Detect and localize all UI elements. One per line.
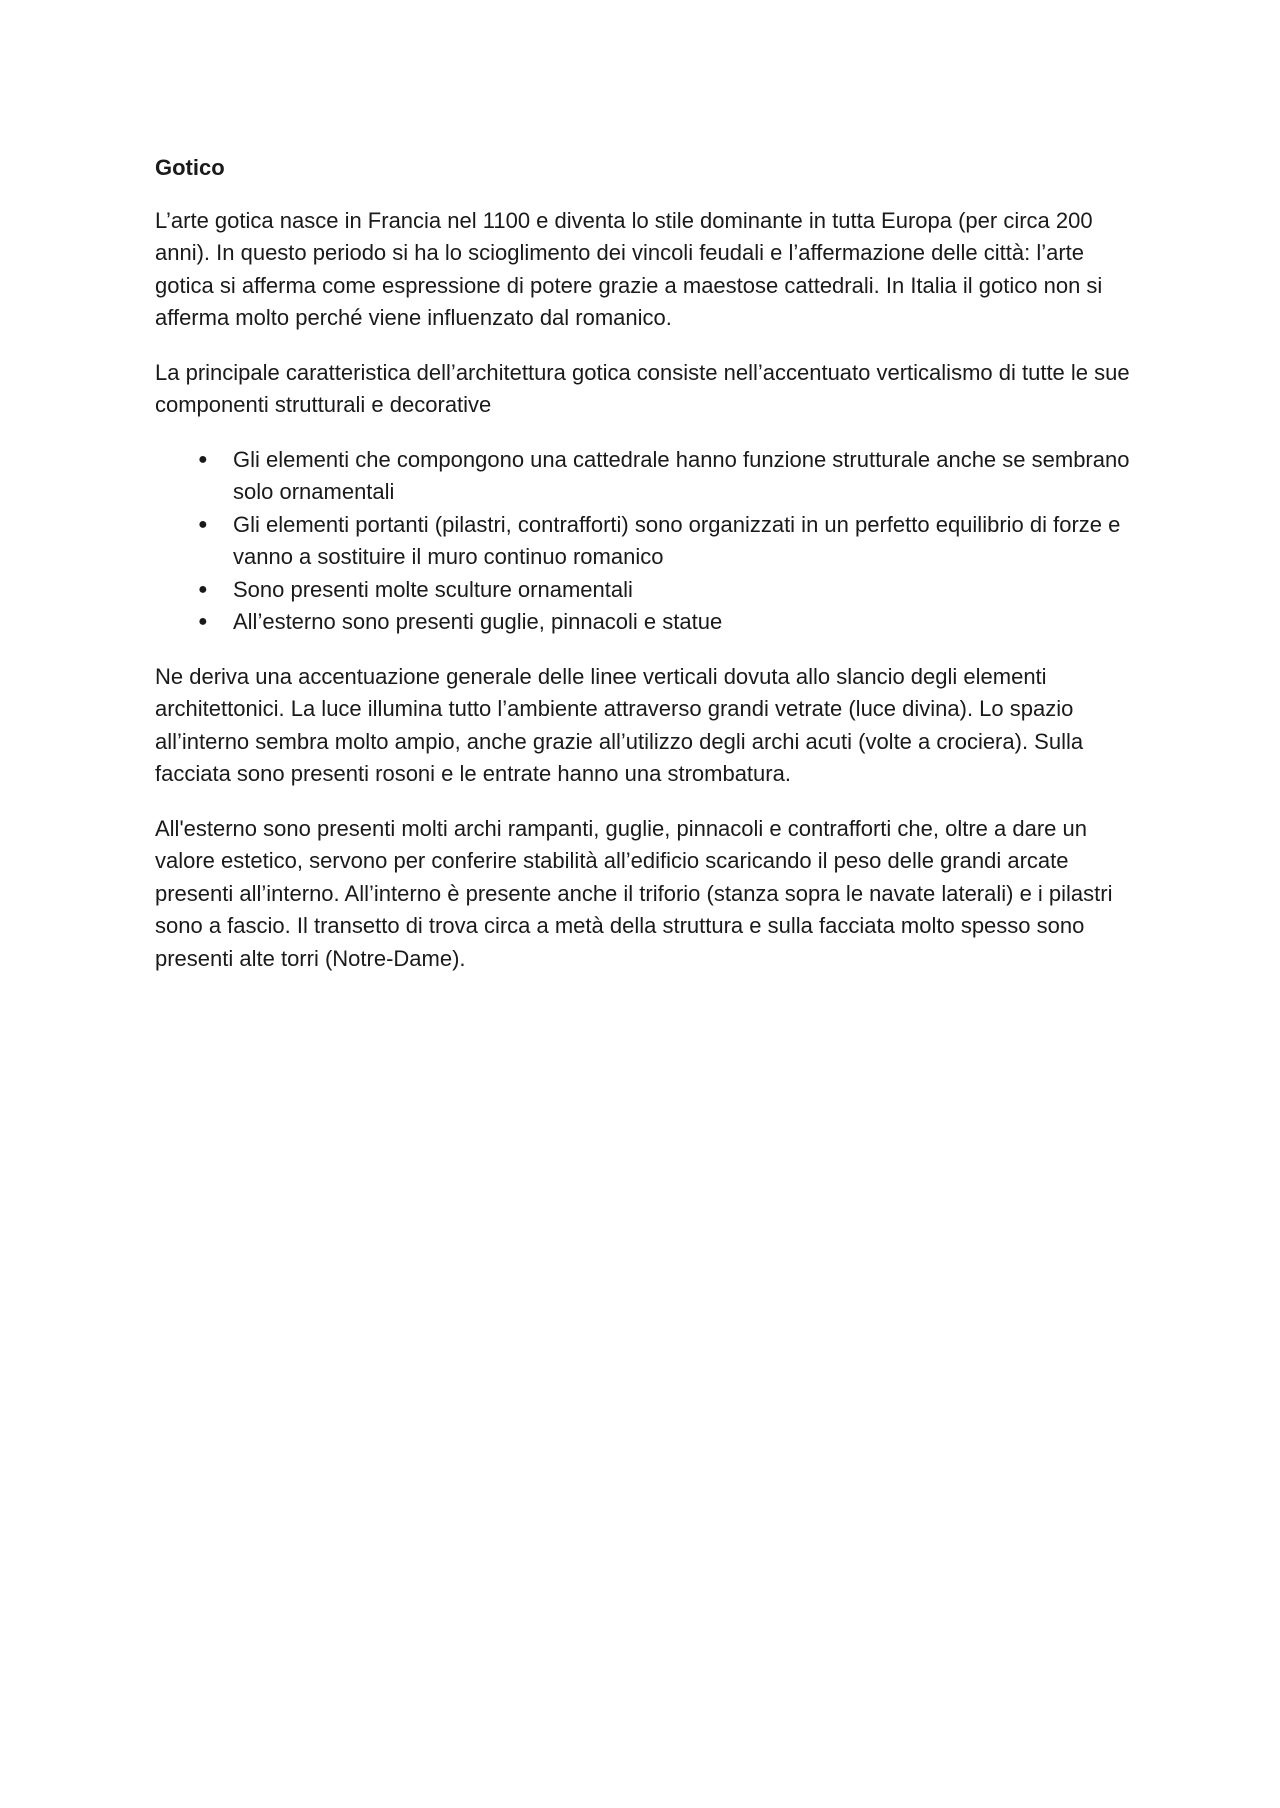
- document-title: Gotico: [155, 155, 225, 180]
- paragraph-intro: L’arte gotica nasce in Francia nel 1100 e diventa lo stile dominante in tutta Europa (per circa 200 anni). In questo periodo si ha lo scioglimento dei vincoli feudali e l’affermazione delle città: l’arte gotica si afferma come espressione di potere grazie a maestose cattedrali. In Italia il gotico non si afferma molto perché viene influenzato dal romanico.: [155, 207, 1103, 330]
- list-item-text: Gli elementi che compongono una cattedrale hanno funzione strutturale anche se sembrano solo ornamentali: [233, 446, 1130, 504]
- bullet-list: [155, 444, 1140, 639]
- list-item: [198, 606, 1140, 639]
- paragraph-verticality: Ne deriva una accentuazione generale delle linee verticali dovuta allo slancio degli elementi architettonici. La luce illumina tutto l’ambiente attraverso grandi vetrate (luce divina). Lo spazio all’interno sembra molto ampio, anche grazie all’utilizzo degli archi acuti (volte a crociera). Sulla facciata sono presenti rosoni e le entrate hanno una strombatura.: [155, 663, 1084, 786]
- list-item-text: Gli elementi portanti (pilastri, contrafforti) sono organizzati in un perfetto equilibrio di forze e vanno a sostituire il muro continuo romanico: [233, 511, 1121, 569]
- list-item: [198, 509, 1140, 574]
- bullet-icon: ●: [198, 613, 208, 630]
- bullet-icon: ●: [198, 450, 208, 468]
- document-page: [155, 152, 1140, 997]
- bullet-icon: ●: [198, 580, 208, 598]
- bullet-icon: ●: [198, 515, 208, 533]
- paragraph-characteristics: La principale caratteristica dell’architettura gotica consiste nell’accentuato verticalismo di tutte le sue componenti strutturali e decorative: [155, 359, 1130, 417]
- paragraph-exterior: All'esterno sono presenti molti archi rampanti, guglie, pinnacoli e contrafforti che, oltre a dare un valore estetico, servono per conferire stabilità all’edificio scaricando il peso delle grandi arcate presenti all’interno. All’interno è presente anche il triforio (stanza sopra le navate laterali) e i pilastri sono a fascio. Il transetto di trova circa a metà della struttura e sulla facciata molto spesso sono presenti alte torri (Notre-Dame).: [155, 815, 1113, 971]
- list-item: [198, 574, 1140, 607]
- list-item: [198, 444, 1140, 509]
- list-item-text: Sono presenti molte sculture ornamentali: [233, 576, 633, 602]
- list-item-text: All’esterno sono presenti guglie, pinnacoli e statue: [233, 609, 723, 634]
